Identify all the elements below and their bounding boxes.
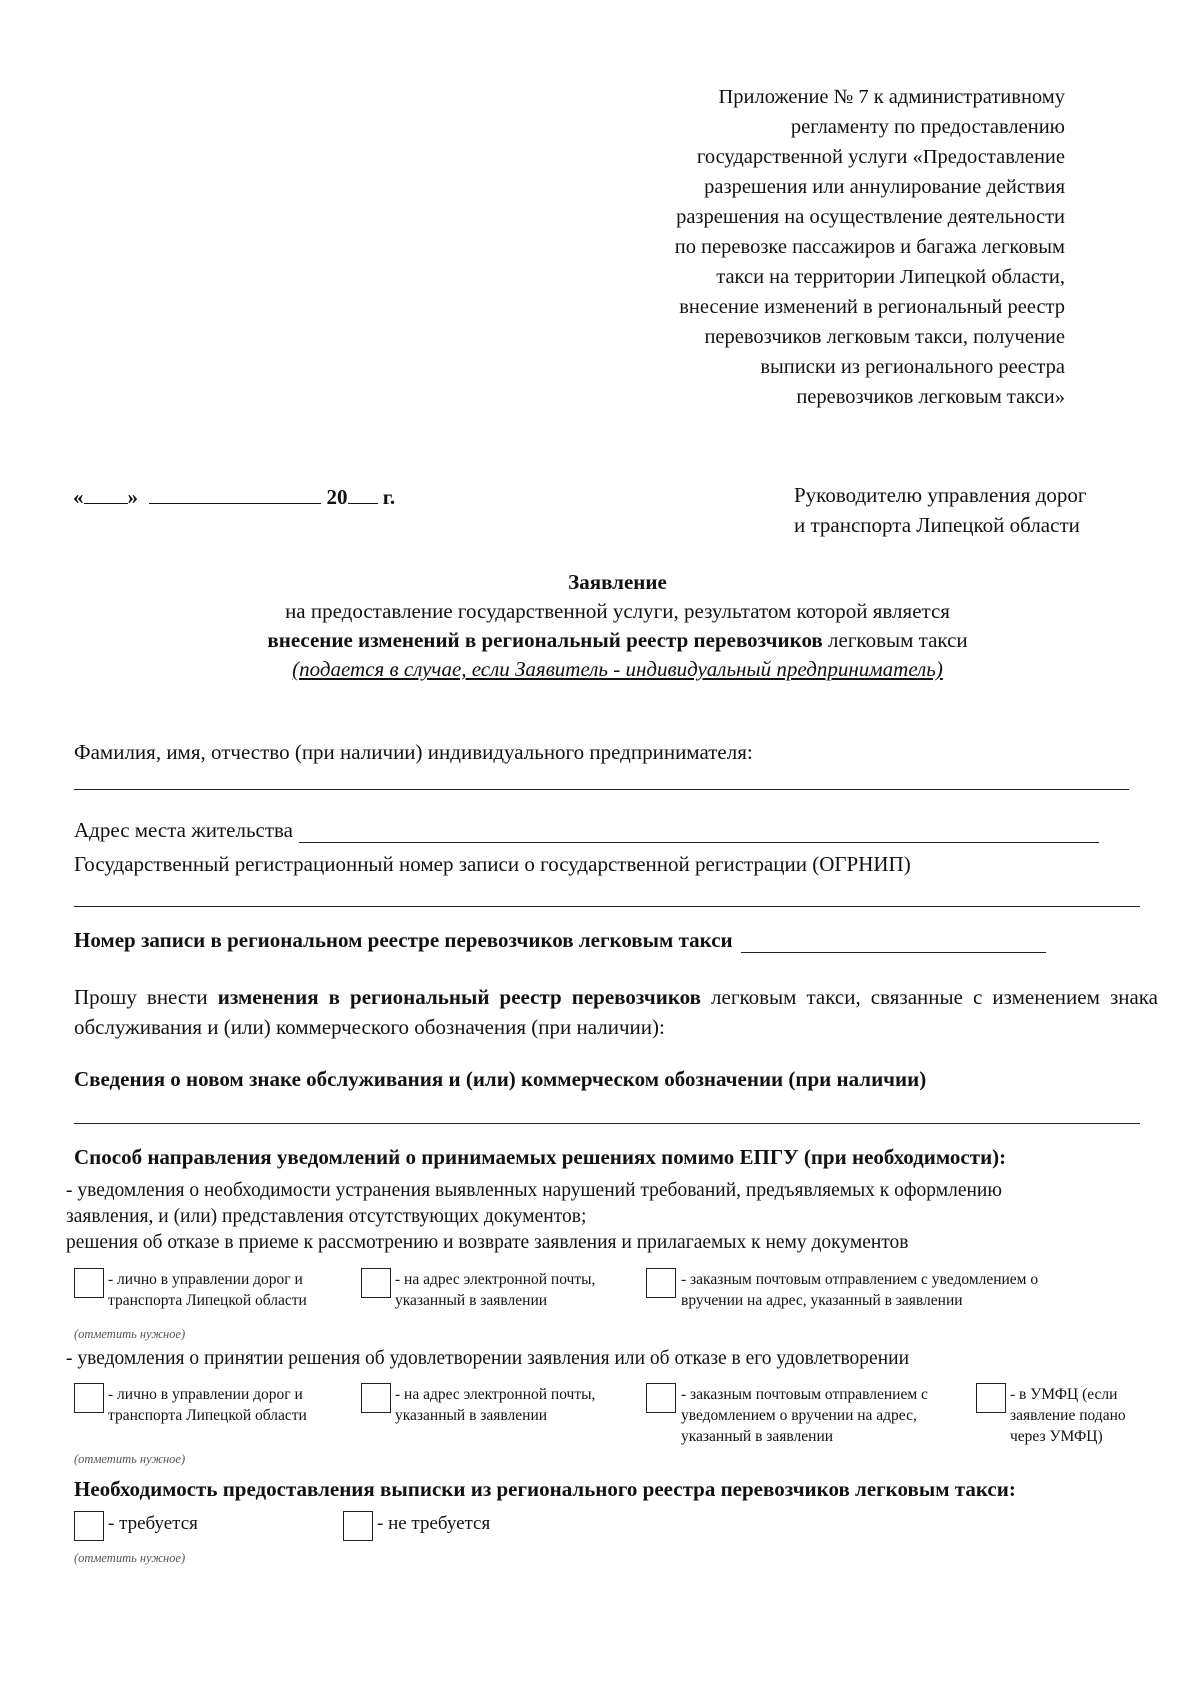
record-label: Номер записи в региональном реестре перевозчиков легковым такси	[74, 928, 733, 952]
option-email-2	[395, 1384, 595, 1426]
extract-title: Необходимость предоставления выписки из регионального реестра перевозчиков легковым такси:	[74, 1477, 1016, 1501]
month-blank[interactable]	[149, 483, 321, 504]
extract-not-required-label: - не требуется	[377, 1513, 491, 1534]
option-mail-2	[681, 1384, 928, 1447]
appendix-header	[505, 82, 1065, 412]
record-row	[74, 928, 1046, 953]
year-prefix: 20	[326, 485, 348, 509]
record-number-field[interactable]	[741, 930, 1046, 953]
option-line: уведомлением о вручении на адрес,	[681, 1407, 917, 1424]
group2-text: - уведомления о принятии решения об удовлетворении заявления или об отказе в его удовлетворении	[66, 1348, 910, 1369]
address-label: Адрес места жительства	[74, 818, 293, 842]
close-quote: »	[127, 485, 138, 509]
option-line: транспорта Липецкой области	[108, 1407, 307, 1424]
document-title	[0, 568, 1200, 684]
option-line: - заказным почтовым отправлением с уведомлением о	[681, 1271, 1039, 1288]
title-heading: Заявление	[568, 570, 667, 594]
option-line: - на адрес электронной почты,	[395, 1386, 596, 1403]
year-blank[interactable]	[348, 483, 378, 504]
title-rest-part: легковым такси	[822, 628, 968, 652]
extract-required-label: - требуется	[108, 1513, 198, 1534]
checkbox-email-2[interactable]	[361, 1383, 391, 1413]
ogrnip-field[interactable]	[74, 906, 1140, 907]
checkbox-extract-required[interactable]	[74, 1511, 104, 1541]
title-line: на предоставление государственной услуги, результатом которой является	[285, 599, 950, 623]
trademark-info-title: Сведения о новом знаке обслуживания и (или) коммерческом обозначении (при наличии)	[74, 1067, 927, 1091]
year-suffix: г.	[382, 485, 396, 509]
trademark-info-field[interactable]	[74, 1123, 1140, 1124]
option-line: - в УМФЦ (если	[1010, 1386, 1118, 1403]
date-line	[73, 483, 395, 510]
option-mail-1	[681, 1269, 1038, 1311]
title-note: (подается в случае, если Заявитель - индивидуальный предприниматель)	[292, 657, 943, 681]
option-email-1	[395, 1269, 595, 1311]
option-line: через УМФЦ)	[1010, 1428, 1103, 1445]
notification-method-title: Способ направления уведомлений о принимаемых решениях помимо ЕПГУ (при необходимости):	[74, 1145, 1007, 1169]
header-line: разрешения на осуществление деятельности	[676, 206, 1065, 228]
ogrnip-label: Государственный регистрационный номер записи о государственной регистрации (ОГРНИП)	[74, 852, 911, 876]
header-line: разрешения или аннулирование действия	[704, 176, 1065, 198]
header-line: государственной услуги «Предоставление	[696, 146, 1065, 168]
mark-note: (отметить нужное)	[74, 1452, 186, 1466]
header-line: выписки из регионального реестра	[760, 356, 1065, 378]
fio-label: Фамилия, имя, отчество (при наличии) индивидуального предпринимателя:	[74, 740, 753, 764]
header-line: перевозчиков легковым такси»	[796, 386, 1065, 408]
group1-text: - уведомления о необходимости устранения выявленных нарушений требований, предъявляемых к оформлению	[66, 1180, 1002, 1201]
checkbox-extract-not-required[interactable]	[343, 1511, 373, 1541]
request-part: легковым такси, связанные с изменением знака обслуживания и (или) коммерческого обозначения (при наличии):	[74, 985, 1159, 1039]
header-line: по перевозке пассажиров и багажа легковым	[674, 236, 1065, 258]
header-line: регламенту по предоставлению	[790, 116, 1065, 138]
header-line: внесение изменений в региональный реестр	[679, 296, 1065, 318]
recipient-block	[794, 480, 1087, 540]
checkbox-email-1[interactable]	[361, 1268, 391, 1298]
recipient-line: Руководителю управления дорог	[794, 483, 1087, 507]
option-line: - заказным почтовым отправлением с	[681, 1386, 928, 1403]
open-quote: «	[73, 485, 84, 509]
checkbox-in-person-2[interactable]	[74, 1383, 104, 1413]
checkbox-mfc[interactable]	[976, 1383, 1006, 1413]
option-mfc	[1010, 1384, 1126, 1447]
request-paragraph	[74, 982, 1158, 1042]
option-line: - лично в управлении дорог и	[108, 1271, 303, 1288]
option-in-person-1	[108, 1269, 307, 1311]
title-line-2	[0, 626, 1200, 655]
day-blank[interactable]	[84, 483, 128, 504]
mark-note: (отметить нужное)	[74, 1327, 186, 1341]
option-line: указанный в заявлении	[395, 1292, 548, 1309]
option-line: указанный в заявлении	[681, 1428, 834, 1445]
mark-note: (отметить нужное)	[74, 1551, 186, 1565]
header-line: такси на территории Липецкой области,	[716, 266, 1065, 288]
address-row	[74, 818, 1099, 843]
option-line: вручении на адрес, указанный в заявлении	[681, 1292, 963, 1309]
checkbox-mail-2[interactable]	[646, 1383, 676, 1413]
option-line: указанный в заявлении	[395, 1407, 548, 1424]
recipient-line: и транспорта Липецкой области	[794, 513, 1080, 537]
option-line: заявление подано	[1010, 1407, 1126, 1424]
group1-text: заявления, и (или) представления отсутствующих документов;	[66, 1206, 587, 1227]
request-part: Прошу внести	[74, 985, 218, 1009]
group1-text: решения об отказе в приеме к рассмотрению и возврате заявления и прилагаемых к нему документов	[66, 1232, 909, 1253]
header-line: Приложение № 7 к административному	[718, 86, 1065, 108]
option-line: транспорта Липецкой области	[108, 1292, 307, 1309]
checkbox-mail-1[interactable]	[646, 1268, 676, 1298]
option-line: - лично в управлении дорог и	[108, 1386, 303, 1403]
header-line: перевозчиков легковым такси, получение	[704, 326, 1065, 348]
option-line: - на адрес электронной почты,	[395, 1271, 596, 1288]
address-field[interactable]	[299, 820, 1099, 843]
request-bold-part: изменения в региональный реестр перевозчиков	[217, 985, 701, 1009]
fio-field[interactable]	[74, 789, 1129, 790]
checkbox-in-person-1[interactable]	[74, 1268, 104, 1298]
option-in-person-2	[108, 1384, 307, 1426]
title-bold-part: внесение изменений в региональный реестр перевозчиков	[267, 628, 823, 652]
